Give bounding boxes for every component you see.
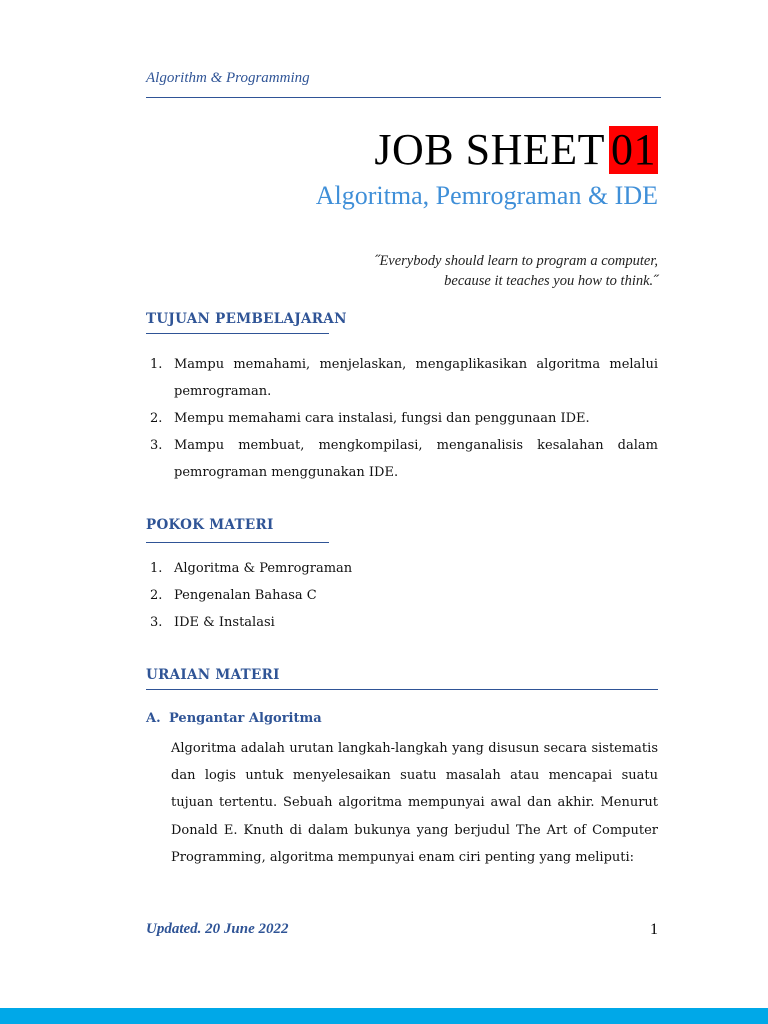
list-number: 3. <box>150 438 163 453</box>
subsection-heading-pengantar <box>146 711 322 726</box>
list-item <box>146 351 658 405</box>
list-item-text: Pengenalan Bahasa C <box>174 588 317 603</box>
job-sheet-subtitle: Algoritma, Pemrograman & IDE <box>315 181 658 210</box>
quote-line-2: because it teaches you how to think.˝ <box>444 273 658 289</box>
pokok-list <box>146 555 658 636</box>
list-number: 2. <box>150 411 163 426</box>
page-number: 1 <box>650 921 658 938</box>
footer-updated-date: Updated. 20 June 2022 <box>146 921 289 937</box>
job-sheet-label: JOB SHEET <box>374 125 605 174</box>
list-number: 1. <box>150 561 163 576</box>
list-item-text: Algoritma & Pemrograman <box>174 561 353 576</box>
tujuan-list <box>146 351 658 486</box>
list-item <box>146 582 658 609</box>
quote-line-1: ˝Everybody should learn to program a computer, <box>374 253 658 269</box>
section-underline-tujuan <box>146 333 329 334</box>
document-header-title: Algorithm & Programming <box>146 70 310 86</box>
list-item <box>146 432 658 486</box>
list-item-text: Mampu membuat, mengkompilasi, menganalisis kesalahan dalam pemrograman menggunakan IDE. <box>174 438 658 480</box>
list-item <box>146 405 658 432</box>
section-underline-uraian <box>146 689 658 690</box>
job-sheet-title <box>374 124 658 175</box>
job-sheet-number-badge: 01 <box>611 125 656 174</box>
list-number: 1. <box>150 357 163 372</box>
subsection-title: Pengantar Algoritma <box>169 711 322 726</box>
list-item-text: Mampu memahami, menjelaskan, mengaplikasikan algoritma melalui pemrograman. <box>174 357 658 399</box>
section-underline-pokok <box>146 542 329 543</box>
section-heading-tujuan: TUJUAN PEMBELAJARAN <box>146 311 347 327</box>
epigraph-quote <box>375 251 658 291</box>
list-number: 3. <box>150 615 163 630</box>
list-item-text: IDE & Instalasi <box>174 615 275 630</box>
list-item <box>146 609 658 636</box>
subsection-letter: A. <box>146 711 161 726</box>
list-number: 2. <box>150 588 163 603</box>
section-heading-uraian: URAIAN MATERI <box>146 667 280 683</box>
body-paragraph: Algoritma adalah urutan langkah-langkah yang disusun secara sistematis dan logis untuk menyelesaikan suatu masalah atau mencapai suatu tujuan tertentu. Sebuah algoritma mempunyai awal dan akhir. Menurut Donald E. Knuth di dalam bukunya yang berjudul The Art of Computer Programming, algoritma mempunyai enam ciri penting yang meliputi: <box>171 741 658 865</box>
list-item-text: Mempu memahami cara instalasi, fungsi dan penggunaan IDE. <box>174 411 590 426</box>
bottom-accent-bar <box>0 1008 768 1024</box>
header-divider <box>146 97 661 98</box>
section-heading-pokok: POKOK MATERI <box>146 517 274 533</box>
list-item <box>146 555 658 582</box>
